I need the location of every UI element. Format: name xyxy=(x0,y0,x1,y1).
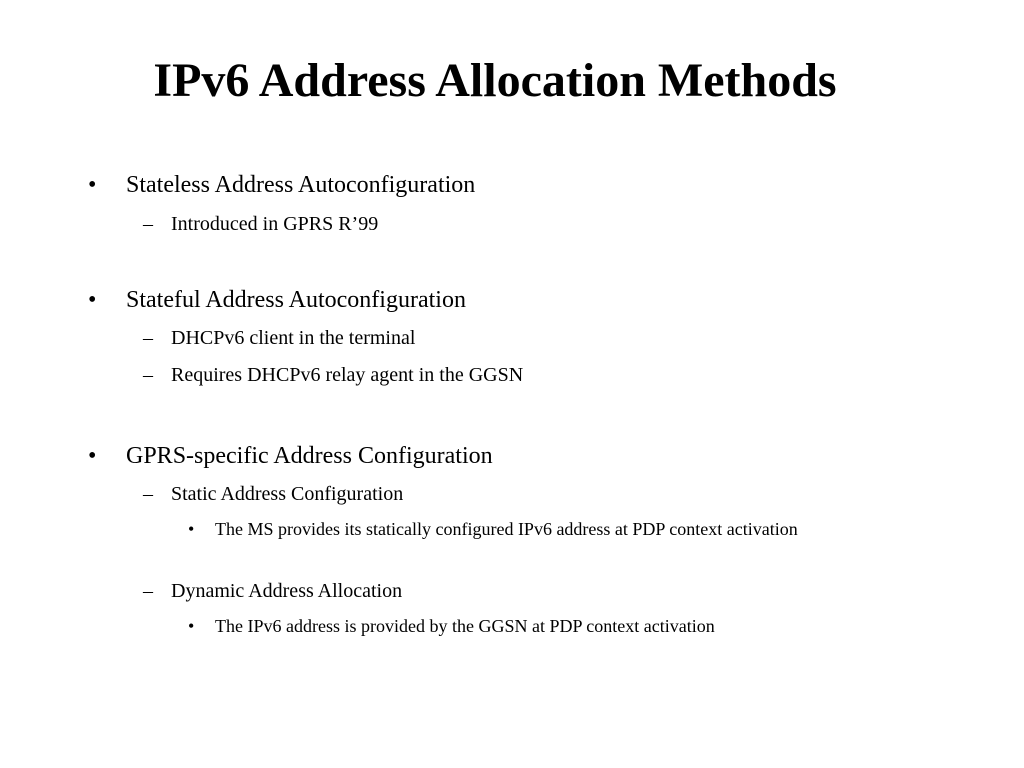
sub-item-label: Dynamic Address Allocation xyxy=(171,580,403,602)
slide-title: IPv6 Address Allocation Methods xyxy=(153,54,837,107)
sub-sub-item-label: The MS provides its statically configured IPv6 address at PDP context activation xyxy=(215,519,798,539)
dash-marker: – xyxy=(143,327,153,349)
bullet-marker: • xyxy=(88,172,97,198)
bullet-label: Stateful Address Autoconfiguration xyxy=(126,287,466,313)
dash-marker: – xyxy=(143,213,153,235)
sub-item-label: Introduced in GPRS R’99 xyxy=(171,213,379,235)
bullet-marker: • xyxy=(188,519,195,539)
bullet-label: GPRS-specific Address Configuration xyxy=(126,443,493,469)
sub-item-label: Static Address Configuration xyxy=(171,483,404,505)
dash-marker: – xyxy=(143,580,153,602)
bullet-marker: • xyxy=(88,287,97,313)
sub-sub-item-label: The IPv6 address is provided by the GGSN at PDP context activation xyxy=(215,616,715,636)
sub-item-label: DHCPv6 client in the terminal xyxy=(171,327,416,349)
bullet-marker: • xyxy=(88,443,97,469)
sub-item-label: Requires DHCPv6 relay agent in the GGSN xyxy=(171,364,524,386)
bullet-marker: • xyxy=(188,616,195,636)
dash-marker: – xyxy=(143,364,153,386)
bullet-label: Stateless Address Autoconfiguration xyxy=(126,172,476,198)
dash-marker: – xyxy=(143,483,153,505)
